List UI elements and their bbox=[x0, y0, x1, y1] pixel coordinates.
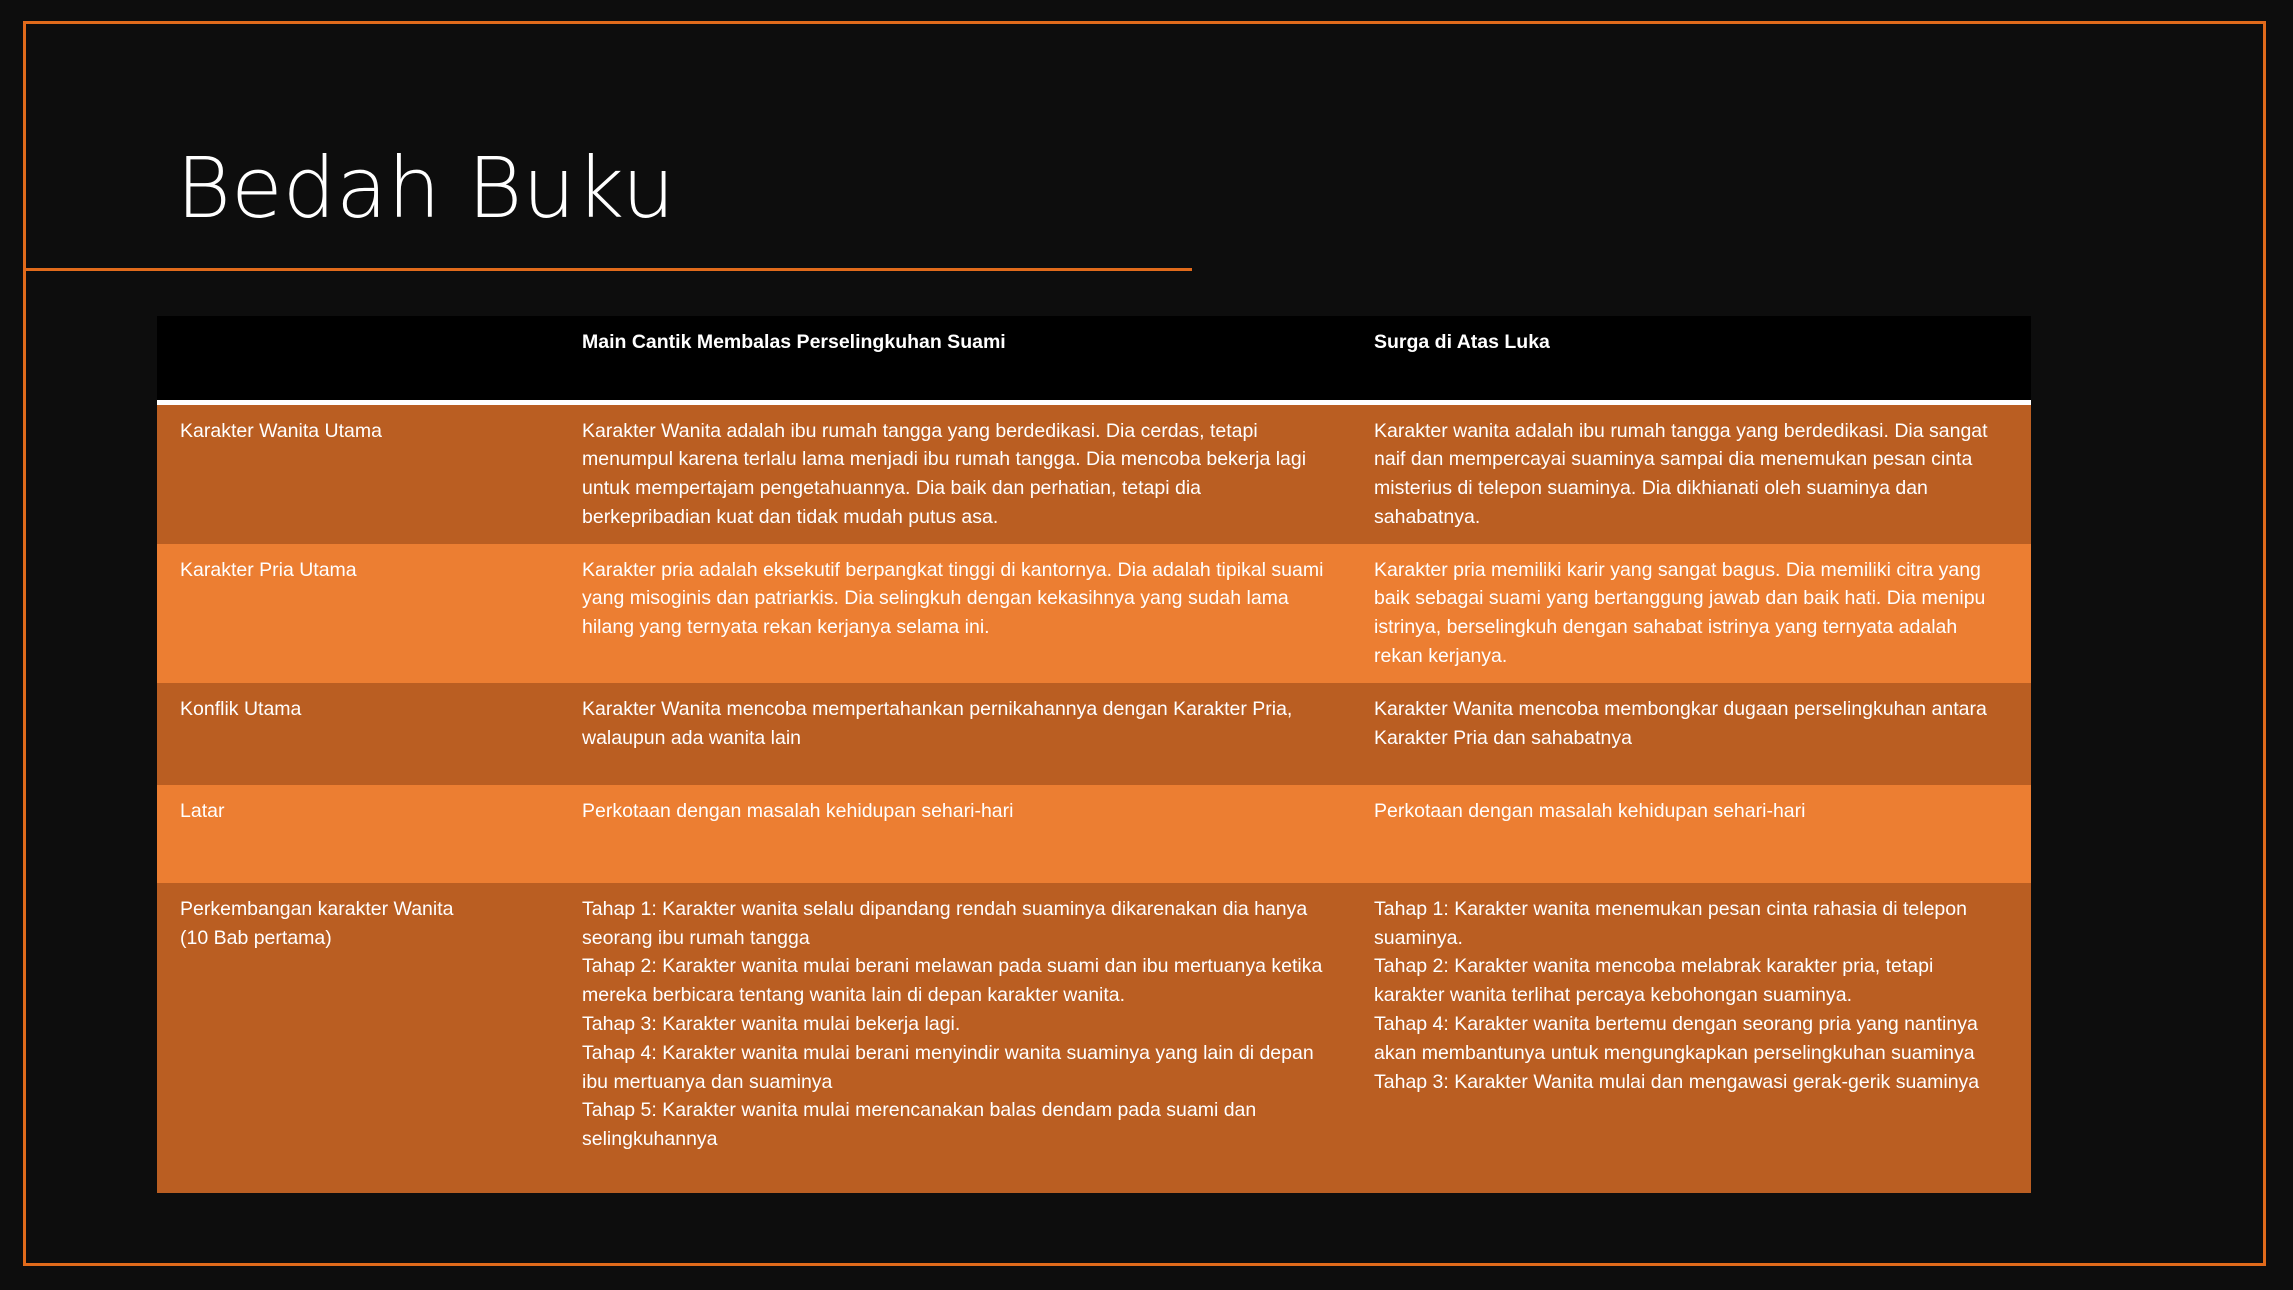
row-label: Karakter Pria Utama bbox=[157, 544, 559, 683]
table-cell: Tahap 1: Karakter wanita selalu dipandang rendah suaminya dikarenakan dia hanya seorang ibu rumah tangga Tahap 2: Karakter wanita mulai berani melawan pada suami dan ibu mertuanya ketika mereka berbicara tentang wanita lain di depan karakter wanita. Tahap 3: Karakter wanita mulai bekerja lagi. Tahap 4: Karakter wanita mulai berani menyindir wanita suaminya yang lain di depan ibu mertuanya dan suaminya Tahap 5: Karakter wanita mulai merencanakan balas dendam pada suami dan selingkuhannya bbox=[559, 883, 1351, 1193]
header-cell-book-1: Main Cantik Membalas Perselingkuhan Suami bbox=[559, 316, 1351, 402]
row-label: Latar bbox=[157, 785, 559, 883]
row-label: Perkembangan karakter Wanita (10 Bab pertama) bbox=[157, 883, 559, 1193]
table-cell: Karakter Wanita adalah ibu rumah tangga yang berdedikasi. Dia cerdas, tetapi menumpul karena terlalu lama menjadi ibu rumah tangga. Dia mencoba bekerja lagi untuk mempertajam pengetahuannya. Dia baik dan perhatian, tetapi dia berkepribadian kuat dan tidak mudah putus asa. bbox=[559, 402, 1351, 544]
table-cell: Karakter pria memiliki karir yang sangat bagus. Dia memiliki citra yang baik sebagai suami yang bertanggung jawab dan baik hati. Dia menipu istrinya, berselingkuh dengan sahabat istrinya yang ternyata adalah rekan kerjanya. bbox=[1351, 544, 2031, 683]
title-underline bbox=[24, 268, 1192, 271]
table-header-row bbox=[157, 316, 2031, 402]
slide-title: Bedah Buku bbox=[176, 139, 675, 237]
comparison-table bbox=[157, 316, 2031, 1193]
table-cell: Karakter pria adalah eksekutif berpangkat tinggi di kantornya. Dia adalah tipikal suami yang misoginis dan patriarkis. Dia selingkuh dengan kekasihnya yang sudah lama hilang yang ternyata rekan kerjanya selama ini. bbox=[559, 544, 1351, 683]
table-cell: Karakter Wanita mencoba membongkar dugaan perselingkuhan antara Karakter Pria dan sahabatnya bbox=[1351, 683, 2031, 785]
header-cell-empty bbox=[157, 316, 559, 402]
table-row bbox=[157, 683, 2031, 785]
table-row bbox=[157, 883, 2031, 1193]
table-row bbox=[157, 544, 2031, 683]
table-cell: Perkotaan dengan masalah kehidupan sehari-hari bbox=[559, 785, 1351, 883]
row-label: Karakter Wanita Utama bbox=[157, 402, 559, 544]
table-header bbox=[157, 316, 2031, 402]
table-cell: Perkotaan dengan masalah kehidupan sehari-hari bbox=[1351, 785, 2031, 883]
row-label: Konflik Utama bbox=[157, 683, 559, 785]
table-row bbox=[157, 785, 2031, 883]
table-cell: Tahap 1: Karakter wanita menemukan pesan cinta rahasia di telepon suaminya. Tahap 2: Karakter wanita mencoba melabrak karakter pria, tetapi karakter wanita terlihat percaya kebohongan suaminya. Tahap 4: Karakter wanita bertemu dengan seorang pria yang nantinya akan membantunya untuk mengungkapkan perselingkuhan suaminya Tahap 3: Karakter Wanita mulai dan mengawasi gerak-gerik suaminya bbox=[1351, 883, 2031, 1193]
table-cell: Karakter wanita adalah ibu rumah tangga yang berdedikasi. Dia sangat naif dan mempercayai suaminya sampai dia menemukan pesan cinta misterius di telepon suaminya. Dia dikhianati oleh suaminya dan sahabatnya. bbox=[1351, 402, 2031, 544]
header-cell-book-2: Surga di Atas Luka bbox=[1351, 316, 2031, 402]
table-row bbox=[157, 402, 2031, 544]
table-cell: Karakter Wanita mencoba mempertahankan pernikahannya dengan Karakter Pria, walaupun ada wanita lain bbox=[559, 683, 1351, 785]
